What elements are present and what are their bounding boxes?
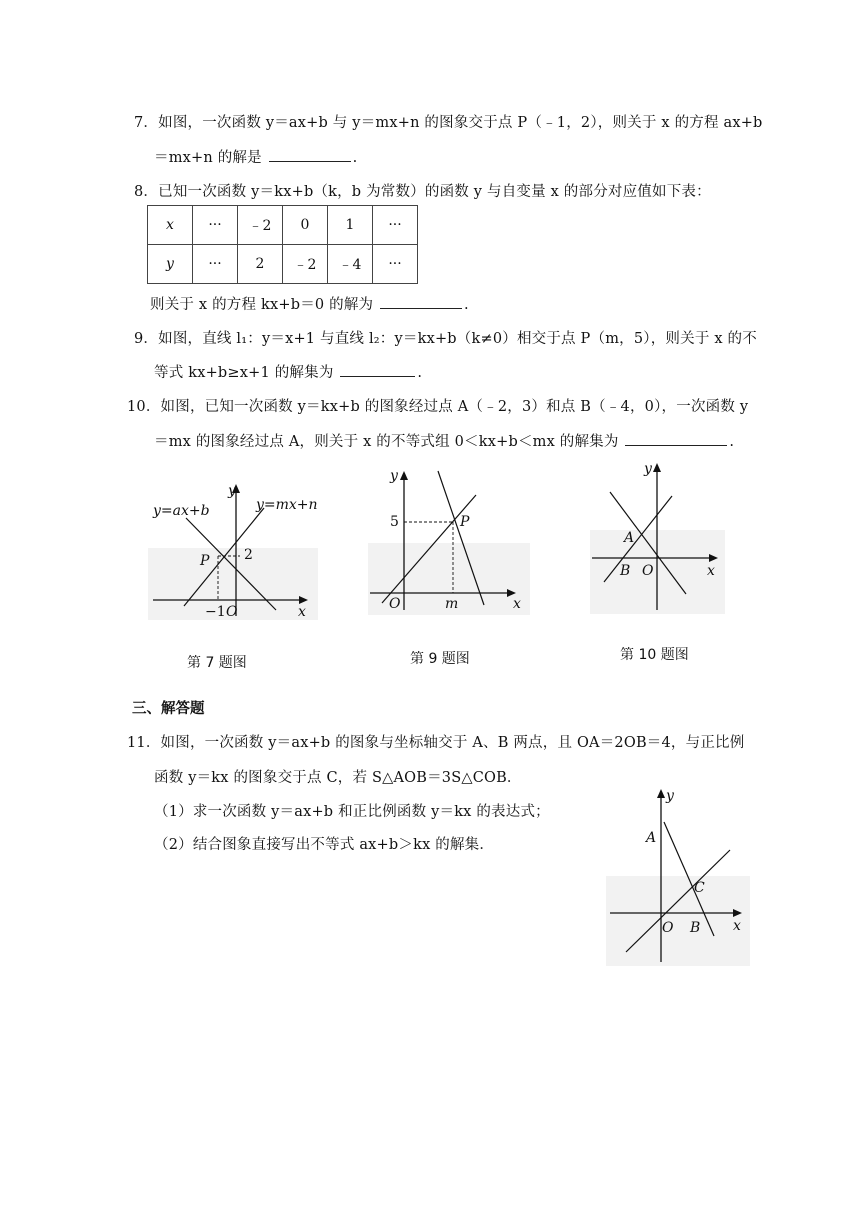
figure-7-graph [148,478,318,620]
q9-answer-blank [340,362,415,377]
q10-line2 [154,430,734,451]
fig11-point-c: C [694,880,705,896]
fig7-tick-neg1: −1 [205,604,226,620]
q9-line2-text: 等式 kx+b≥x+1 的解集为 [154,365,334,381]
q11-line1: 11．如图，一次函数 y＝ax+b 的图象与坐标轴交于 A、B 两点，且 OA＝2OB＝4，与正比例 [127,735,745,751]
figure-7 [148,478,318,620]
table-row [148,206,418,245]
figure-9 [368,465,530,615]
fig11-origin: O [662,920,674,936]
fig9-axis-x: x [513,596,521,612]
fig9-tick-m: m [445,596,459,612]
fig9-tick-5: 5 [390,514,399,530]
fig11-point-a: A [646,830,657,846]
section-title: 三、解答题 [132,701,205,717]
q7-line1: 7．如图，一次函数 y＝ax+b 与 y＝mx+n 的图象交于点 P（﹣1，2），则关于 x 的方程 ax+b [134,115,763,131]
figure-11 [606,780,750,966]
table-cell: ﹣4 [328,245,373,284]
q10-answer-blank [625,431,727,446]
table-cell: ··· [193,206,238,245]
fig7-label-line1: y=ax+b [153,503,210,519]
table-cell: ﹣2 [238,206,283,245]
figure-9-graph [368,465,530,615]
table-cell: 2 [238,245,283,284]
fig11-axis-y: y [666,788,674,804]
table-cell: x [148,206,193,245]
q7-answer-blank [269,147,351,162]
q8-period: . [464,297,469,313]
fig9-axis-y: y [390,468,398,484]
table-cell: ﹣2 [283,245,328,284]
figure-10 [590,458,725,614]
fig7-origin: O [226,604,238,620]
q8-line2-text: 则关于 x 的方程 kx+b＝0 的解为 [150,297,374,313]
q7-line2 [154,146,357,167]
q8-answer-blank [380,294,462,309]
q10-line1: 10．如图，已知一次函数 y＝kx+b 的图象经过点 A（﹣2，3）和点 B（﹣4，0），一次函数 y [127,399,749,415]
q11-line2: 函数 y＝kx 的图象交于点 C，若 S△AOB＝3S△COB． [154,770,522,786]
q10-period: . [729,434,735,450]
q7-period: . [352,150,358,166]
fig10-origin: O [642,563,654,579]
fig10-point-b: B [620,563,631,579]
fig7-point-p: P [200,553,210,569]
q10-line2-text: ＝mx 的图象经过点 A，则关于 x 的不等式组 0＜kx+b＜mx 的解集为 [154,434,619,450]
q11-sub2: （2）结合图象直接写出不等式 ax+b＞kx 的解集． [154,837,495,853]
figure-11-graph [606,780,750,966]
fig11-point-b: B [690,920,701,936]
q9-period: . [417,365,423,381]
q9-line2 [154,361,422,382]
fig11-axis-x: x [733,918,741,934]
q11-sub1: （1）求一次函数 y＝ax+b 和正比例函数 y＝kx 的表达式； [154,804,550,820]
fig7-caption: 第 7 题图 [187,655,247,671]
fig9-caption: 第 9 题图 [410,651,470,667]
fig9-point-p: P [460,514,470,530]
q9-line1: 9．如图，直线 l₁：y＝x+1 与直线 l₂：y＝kx+b（k≠0）相交于点 P（m，5），则关于 x 的不 [134,331,757,347]
table-cell: 1 [328,206,373,245]
table-cell: 0 [283,206,328,245]
fig7-axis-x: x [298,604,306,620]
q7-line2-text: ＝mx+n 的解是 [154,150,262,166]
fig10-caption: 第 10 题图 [620,647,689,663]
table-cell: ··· [373,245,418,284]
table-cell: ··· [193,245,238,284]
figure-10-graph [590,458,725,614]
fig9-origin: O [389,596,401,612]
table-cell: ··· [373,206,418,245]
fig10-axis-x: x [707,563,715,579]
q8-line2 [150,293,469,314]
fig10-point-a: A [624,530,635,546]
fig7-label-line2: y=mx+n [256,497,318,513]
table-row [148,245,418,284]
q8-line1: 8．已知一次函数 y＝kx+b（k，b 为常数）的函数 y 与自变量 x 的部分对应值如下表： [134,184,711,200]
q8-value-table [147,205,418,284]
table-cell: y [148,245,193,284]
fig7-axis-y: y [228,483,236,499]
fig10-axis-y: y [644,461,652,477]
fig7-tick-2: 2 [244,547,253,563]
